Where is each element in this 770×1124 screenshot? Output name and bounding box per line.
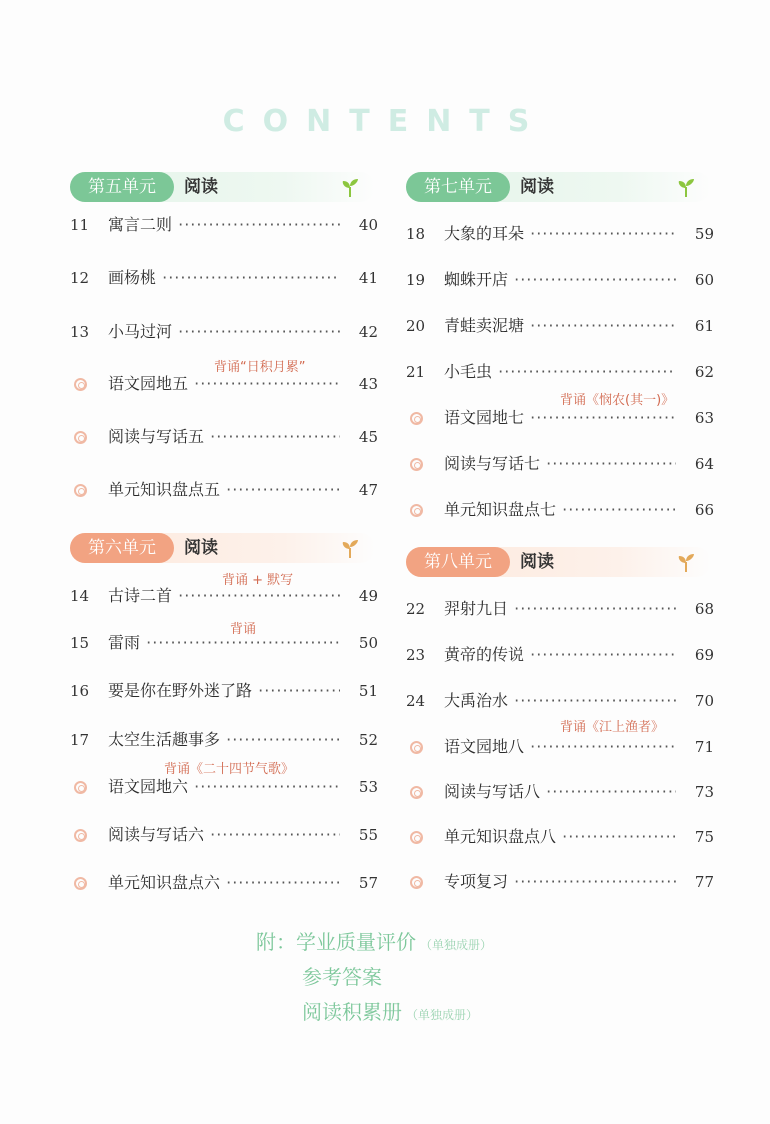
page-number: 63 (694, 409, 714, 427)
page-number: 41 (358, 269, 378, 287)
toc-row[interactable] (406, 498, 716, 522)
toc-row[interactable] (406, 268, 716, 292)
toc-row[interactable] (70, 631, 380, 655)
toc-row[interactable] (406, 314, 716, 338)
unit-tag: 第七单元 (406, 172, 510, 202)
unit-subtitle: 阅读 (184, 538, 218, 558)
page-number: 70 (694, 692, 714, 710)
lesson-number: 24 (406, 692, 426, 710)
page-number: 62 (694, 363, 714, 381)
page-number: 45 (358, 428, 378, 446)
handwritten-note: 背诵《江上渔者》 (560, 720, 665, 735)
lesson-number: 23 (406, 646, 426, 664)
toc-row[interactable] (70, 823, 380, 847)
lesson-number: 22 (406, 600, 426, 618)
lesson-title: 语文园地五 ····· (108, 372, 340, 396)
appendix-title: 参考答案 (302, 965, 382, 989)
page-number: 53 (358, 778, 378, 796)
toc-row[interactable] (70, 372, 380, 396)
lesson-title: 画杨桃 ····· (108, 266, 340, 290)
page-number: 42 (358, 323, 378, 341)
sprout-icon (339, 539, 361, 559)
circle-bullet-icon (74, 781, 87, 794)
circle-bullet-icon (410, 412, 423, 425)
lesson-number: 13 (70, 323, 90, 341)
unit-header-5 (70, 172, 375, 202)
appendix-line-1[interactable] (256, 926, 492, 955)
appendix-line-2[interactable] (302, 961, 382, 990)
page-number: 69 (694, 646, 714, 664)
page-number: 71 (694, 738, 714, 756)
page-number: 75 (694, 828, 714, 846)
appendix-note: （单独成册） (406, 1008, 479, 1022)
page-number: 55 (358, 826, 378, 844)
unit-tag: 第六单元 (70, 533, 174, 563)
lesson-title: 大禹治水 ····· (444, 689, 676, 713)
unit-subtitle: 阅读 (184, 177, 218, 197)
lesson-number: 21 (406, 363, 426, 381)
page-number: 64 (694, 455, 714, 473)
handwritten-note: 背诵《二十四节气歌》 (164, 762, 295, 777)
circle-bullet-icon (410, 458, 423, 471)
lesson-title: 语文园地六 ····· (108, 775, 340, 799)
page-number: 68 (694, 600, 714, 618)
toc-row[interactable] (70, 425, 380, 449)
toc-row[interactable] (406, 406, 716, 430)
appendix-title: 阅读积累册 (302, 1000, 402, 1024)
circle-bullet-icon (74, 378, 87, 391)
lesson-number: 19 (406, 271, 426, 289)
page-number: 43 (358, 375, 378, 393)
handwritten-note: 背诵“日积月累” (214, 360, 306, 375)
unit-subtitle: 阅读 (520, 552, 554, 572)
page-number: 59 (694, 225, 714, 243)
sprout-icon (339, 178, 361, 198)
lesson-title: 小马过河 ····· (108, 320, 340, 344)
lesson-title: 羿射九日 ····· (444, 597, 676, 621)
lesson-title: 蜘蛛开店 ····· (444, 268, 676, 292)
unit-header-6 (70, 533, 375, 563)
page-number: 61 (694, 317, 714, 335)
circle-bullet-icon (74, 877, 87, 890)
page-number: 77 (694, 873, 714, 891)
toc-row[interactable] (406, 360, 716, 384)
toc-row[interactable] (70, 775, 380, 799)
page-number: 66 (694, 501, 714, 519)
page-number: 60 (694, 271, 714, 289)
toc-row[interactable] (70, 728, 380, 752)
toc-row[interactable] (406, 825, 716, 849)
lesson-title: 阅读与写话七 ····· (444, 452, 676, 476)
lesson-title: 专项复习 ····· (444, 870, 676, 894)
lesson-number: 16 (70, 682, 90, 700)
lesson-title: 阅读与写话八 ····· (444, 780, 676, 804)
toc-row[interactable] (70, 213, 380, 237)
sprout-icon (675, 553, 697, 573)
lesson-title: 单元知识盘点八 ····· (444, 825, 676, 849)
circle-bullet-icon (74, 484, 87, 497)
page-number: 51 (358, 682, 378, 700)
toc-row[interactable] (70, 266, 380, 290)
appendix-title: 附：学业质量评价 (256, 930, 416, 954)
toc-row[interactable] (406, 452, 716, 476)
circle-bullet-icon (410, 504, 423, 517)
circle-bullet-icon (410, 741, 423, 754)
unit-header-8 (406, 547, 711, 577)
circle-bullet-icon (74, 829, 87, 842)
lesson-title: 语文园地八 ····· (444, 735, 676, 759)
toc-row[interactable] (70, 320, 380, 344)
lesson-title: 雷雨 ····· (108, 631, 340, 655)
lesson-title: 单元知识盘点六 ····· (108, 871, 340, 895)
lesson-title: 黄帝的传说 ····· (444, 643, 676, 667)
page-number: 47 (358, 481, 378, 499)
circle-bullet-icon (74, 431, 87, 444)
contents-title: CONTENTS (222, 104, 548, 139)
lesson-number: 18 (406, 225, 426, 243)
handwritten-note: 背诵 + 默写 (222, 573, 294, 588)
lesson-title: 小毛虫 ····· (444, 360, 676, 384)
lesson-number: 15 (70, 634, 90, 652)
unit-tag: 第八单元 (406, 547, 510, 577)
lesson-title: 青蛙卖泥塘 ····· (444, 314, 676, 338)
appendix-line-3[interactable] (302, 996, 478, 1025)
lesson-title: 古诗二首 ····· (108, 584, 340, 608)
unit-tag: 第五单元 (70, 172, 174, 202)
circle-bullet-icon (410, 831, 423, 844)
lesson-number: 14 (70, 587, 90, 605)
page-number: 40 (358, 216, 378, 234)
toc-row[interactable] (406, 870, 716, 894)
page-number: 50 (358, 634, 378, 652)
circle-bullet-icon (410, 786, 423, 799)
toc-row[interactable] (70, 478, 380, 502)
toc-row[interactable] (70, 871, 380, 895)
lesson-title: 阅读与写话五 ····· (108, 425, 340, 449)
handwritten-note: 背诵《悯农(其一)》 (560, 393, 675, 408)
lesson-title: 太空生活趣事多 ····· (108, 728, 340, 752)
toc-row[interactable] (406, 222, 716, 246)
toc-row[interactable] (70, 584, 380, 608)
page-number: 52 (358, 731, 378, 749)
unit-subtitle: 阅读 (520, 177, 554, 197)
handwritten-note: 背诵 (230, 622, 257, 637)
toc-row[interactable] (406, 643, 716, 667)
page-number: 49 (358, 587, 378, 605)
page-number: 73 (694, 783, 714, 801)
lesson-title: 语文园地七 ····· (444, 406, 676, 430)
lesson-title: 单元知识盘点五 ····· (108, 478, 340, 502)
toc-row[interactable] (406, 689, 716, 713)
lesson-title: 要是你在野外迷了路 ····· (108, 679, 340, 703)
page-number: 57 (358, 874, 378, 892)
lesson-number: 20 (406, 317, 426, 335)
lesson-title: 阅读与写话六 ····· (108, 823, 340, 847)
toc-row[interactable] (70, 679, 380, 703)
circle-bullet-icon (410, 876, 423, 889)
lesson-title: 大象的耳朵 ····· (444, 222, 676, 246)
toc-row[interactable] (406, 780, 716, 804)
unit-header-7 (406, 172, 711, 202)
toc-row[interactable] (406, 597, 716, 621)
lesson-title: 寓言二则 ····· (108, 213, 340, 237)
toc-row[interactable] (406, 735, 716, 759)
lesson-number: 12 (70, 269, 90, 287)
lesson-number: 17 (70, 731, 90, 749)
lesson-number: 11 (70, 216, 90, 234)
appendix-note: （单独成册） (420, 938, 493, 952)
lesson-title: 单元知识盘点七 ····· (444, 498, 676, 522)
sprout-icon (675, 178, 697, 198)
